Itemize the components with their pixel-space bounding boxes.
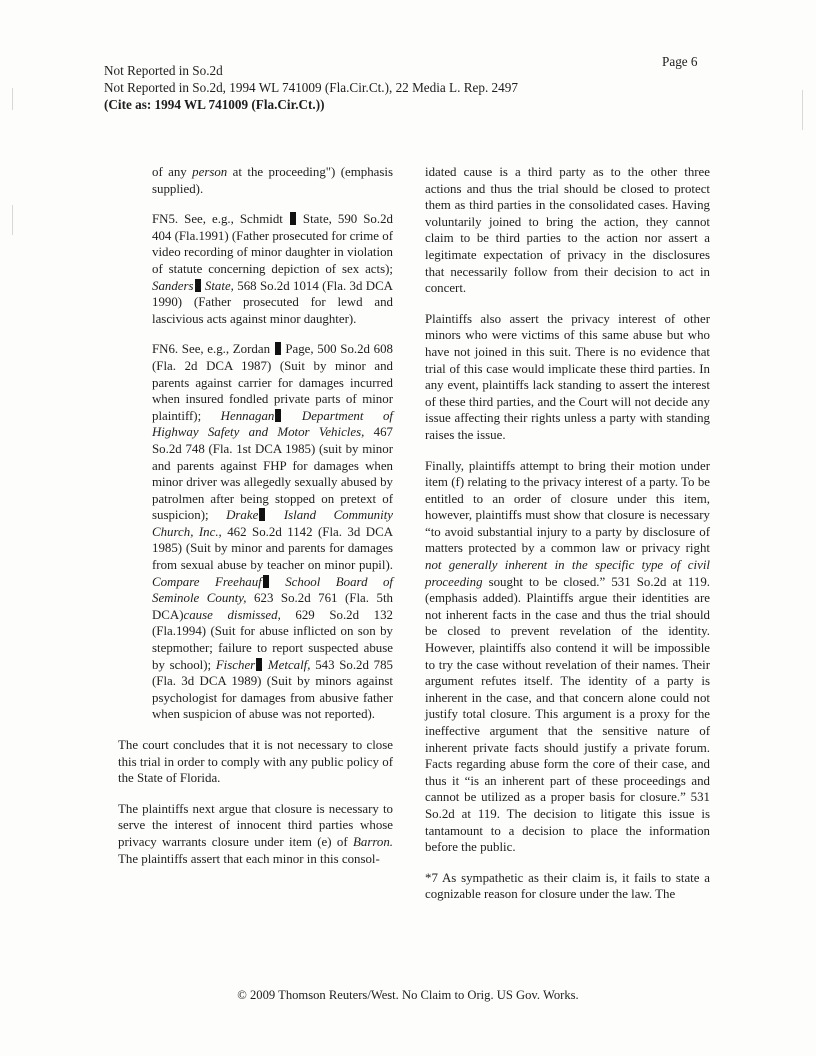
paragraph-item-f bbox=[425, 458, 710, 856]
italic-text-run: Compare Freehauf bbox=[152, 574, 262, 589]
italic-text-run: Metcalf, bbox=[263, 657, 311, 672]
right-column bbox=[425, 164, 710, 917]
text-run: FN5. See, e.g., Schmidt bbox=[152, 212, 289, 227]
scan-margin-mark bbox=[12, 88, 13, 110]
text-run: 467 So.2d 748 (Fla. 1st DCA 1985) (suit by minor and parents against FHP for damages when minor driver was allegedly sexually abused by patrolmen after being stopped on pretext of suspicion); bbox=[152, 425, 393, 523]
italic-text-run: Island Community Church, Inc., bbox=[152, 508, 394, 539]
left-column bbox=[118, 164, 393, 881]
italic-text-run: School Board of Seminole County, bbox=[152, 574, 394, 606]
paragraph-third-parties bbox=[118, 801, 393, 867]
text-run: FN6. See, e.g., Zordan bbox=[152, 342, 274, 357]
text-run: The plaintiffs next argue that closure is necessary to serve the interest of innocent third parties whose privacy warrants closure under item (e) of bbox=[118, 801, 393, 849]
text-run: idated cause is a third party as to the other three actions and thus the trial should be closed to protect them as third parties in the consolidated cases. Having voluntarily joined to bring the action, they cannot claim to be third parties to the action nor assert a legitimate expectation of privacy in the disclosures that necessarily follow from their decision to act in concert. bbox=[425, 165, 710, 296]
redaction-mark bbox=[275, 342, 281, 355]
paragraph-other-minors bbox=[425, 311, 710, 444]
italic-text-run: Department of Highway Safety and Motor Vehicles, bbox=[152, 408, 393, 440]
italic-text-run: Fischer bbox=[215, 657, 256, 672]
text-run: 543 So.2d 785 (Fla. 3d DCA 1989) (Suit by minors against psychologist for damages from abusive father when suspicion of abuse was not reported). bbox=[152, 657, 393, 722]
scan-margin-mark bbox=[12, 205, 13, 235]
redaction-mark bbox=[290, 212, 296, 225]
text-run: The court concludes that it is not necessary to close this trial in order to comply with any public policy of the State of Florida. bbox=[118, 738, 393, 786]
paragraph-consolidated bbox=[425, 164, 710, 297]
text-run: 629 So.2d 132 (Fla.1994) (Suit for abuse inflicted on son by stepmother; failure to report suspected abuse by school); bbox=[152, 607, 393, 672]
scan-margin-mark bbox=[802, 90, 803, 130]
footnote-fn6 bbox=[152, 341, 393, 723]
italic-text-run: not generally inherent in the specific type of civil proceeding bbox=[425, 558, 710, 589]
italic-text-run: Barron. bbox=[353, 834, 393, 849]
copyright-footer: © 2009 Thomson Reuters/West. No Claim to Orig. US Gov. Works. bbox=[237, 988, 579, 1002]
text-run: at the proceeding") (emphasis supplied). bbox=[152, 165, 393, 196]
header-line-cite-as: (Cite as: 1994 WL 741009 (Fla.Cir.Ct.)) bbox=[104, 97, 325, 112]
text-run: State, 590 So.2d 404 (Fla.1991) (Father prosecuted for crime of video recording of minor daughter in violation of statute concerning depiction of sex acts); bbox=[152, 212, 393, 276]
text-run: The plaintiffs assert that each minor in this consol- bbox=[118, 851, 380, 866]
header-line-reporter: Not Reported in So.2d bbox=[104, 63, 223, 78]
header-line-citation: Not Reported in So.2d, 1994 WL 741009 (Fla.Cir.Ct.), 22 Media L. Rep. 2497 bbox=[104, 80, 518, 95]
text-run: *7 As sympathetic as their claim is, it fails to state a cognizable reason for closure under the law. The bbox=[425, 870, 710, 902]
italic-text-run: State, bbox=[201, 278, 234, 293]
text-run: 623 So.2d 761 (Fla. 5th DCA) bbox=[152, 591, 393, 622]
paragraph-star-7 bbox=[425, 870, 710, 903]
paragraph-public-policy bbox=[118, 737, 393, 787]
text-run: Plaintiffs also assert the privacy interest of other minors who were victims of this same abuse but who have not joined in this suit. There is no evidence that trial of this case would implicate these third parties. In any event, plaintiffs lack standing to assert the interest of these third parties, and the Court will not decide any issue affecting their rights unless a party with standing raises the issue. bbox=[425, 311, 710, 442]
italic-text-run: Drake bbox=[226, 508, 259, 523]
text-run: 462 So.2d 1142 (Fla. 3d DCA 1985) (Suit by minor and parents for damages from sexual abuse by teacher on minor pupil). bbox=[152, 524, 393, 573]
italic-text-run: Sanders bbox=[152, 278, 194, 293]
redaction-mark bbox=[263, 575, 269, 588]
footnote-fn5 bbox=[152, 211, 393, 327]
redaction-mark bbox=[195, 279, 201, 292]
italic-text-run: person bbox=[192, 165, 228, 179]
page-number: Page 6 bbox=[662, 54, 698, 69]
italic-text-run: Hennagan bbox=[220, 408, 275, 423]
text-run: Finally, plaintiffs attempt to bring their motion under item (f) relating to the privacy interest of a party. To be entitled to an order of closure under this item, however, plaintiffs must show that closure is necessary “to avoid substantial injury to a party by disclosure of matters protected by a common law or privacy right bbox=[425, 458, 710, 556]
paragraph-quote-end bbox=[152, 164, 393, 197]
text-run: Page, 500 So.2d 608 (Fla. 2d DCA 1987) (Suit by minor and parents against carrier for damages incurred when insured fondled private parts of minor plaintiff); bbox=[152, 342, 394, 423]
redaction-mark bbox=[256, 658, 262, 671]
document-header bbox=[104, 62, 518, 113]
italic-text-run: cause dismissed, bbox=[183, 607, 281, 622]
redaction-mark bbox=[275, 409, 281, 422]
text-run: sought to be closed.” 531 So.2d at 119.(emphasis added). Plaintiffs argue their identities are not inherent facts in the case and thus the trial should be closed to prevent revelation of the identity. However, plaintiffs also contend it will be impossible to try the case without revelation of their names. Their argument refutes itself. The identity of a party is inherent in the case, and that concern alone could not justify total closure. This argument is a proxy for the ineffective argument that the sensitive nature of inherent private facts should justify a private forum. Facts regarding abuse form the core of their case, and thus it “is an inherent part of these proceedings and cannot be utilized as a proper basis for closure.” 531 So.2d at 119. The decision to litigate this issue is tantamount to a decision to place the information before the public. bbox=[425, 574, 710, 855]
redaction-mark bbox=[259, 508, 265, 521]
text-run: of any bbox=[152, 165, 193, 179]
text-run: 568 So.2d 1014 (Fla. 3d DCA 1990) (Father prosecuted for lewd and lascivious acts against minor daughter). bbox=[152, 278, 393, 326]
